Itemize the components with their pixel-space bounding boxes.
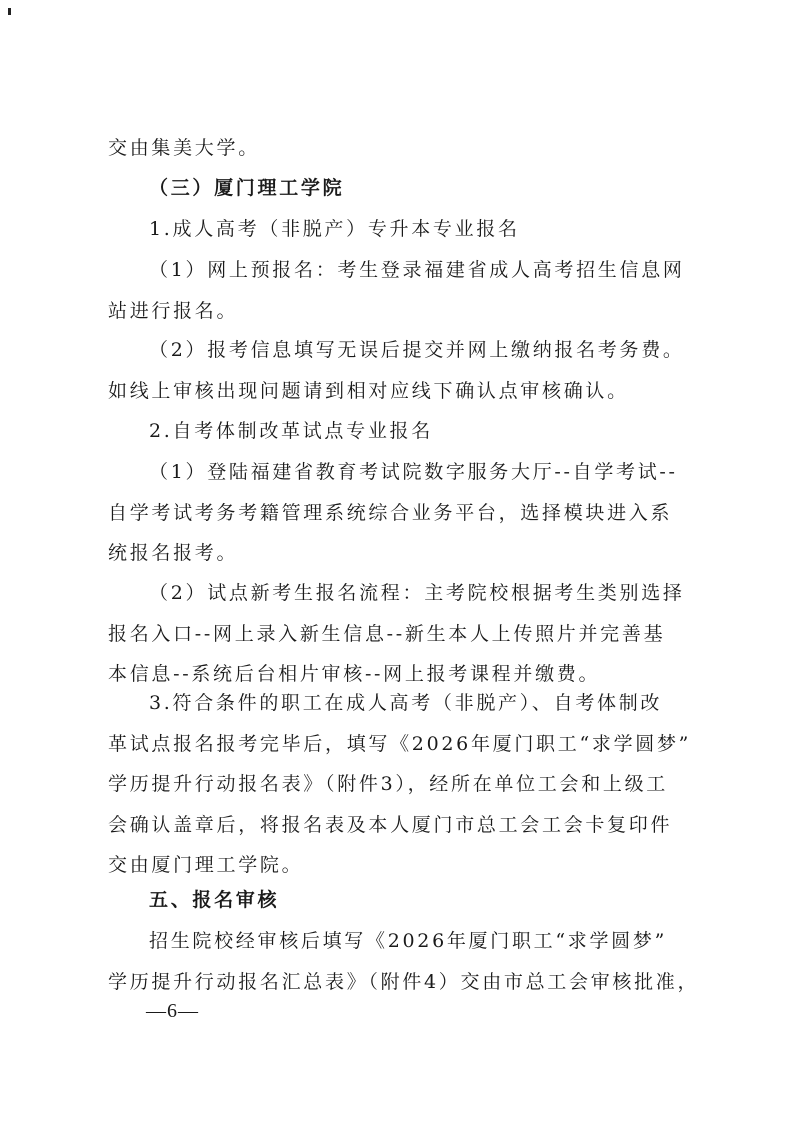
page-number: —6— [146, 1000, 199, 1022]
section-heading-xmut: （三）厦门理工学院 [149, 177, 345, 199]
paragraph-review-approval: 招生院校经审核后填写《2026年厦门职工“求学圆梦” 学历提升行动报名汇总表》（附件4）交由市总工会审核批准， [108, 930, 700, 993]
item-heading-self-study-exam: 2.自考体制改革试点专业报名 [149, 420, 433, 442]
item-heading-adult-exam: 1.成人高考（非脱产）专升本专业报名 [149, 218, 520, 240]
paragraph-new-student-flow: （2）试点新考生报名流程：主考院校根据考生类别选择 报名入口--网上录入新生信息--新生本人上传照片并完善基 本信息--系统后台相片审核--网上报考课程并缴费。 [108, 582, 685, 685]
section-heading-review: 五、报名审核 [149, 889, 280, 911]
paragraph-submit-payment: （2）报考信息填写无误后提交并网上缴纳报名考务费。 如线上审核出现问题请到相对应线下确认点审核确认。 [108, 339, 685, 402]
paragraph-closing-jimei: 交由集美大学。 [108, 137, 260, 159]
corner-mark [8, 8, 11, 15]
paragraph-eligible-staff: 3.符合条件的职工在成人高考（非脱产）、自考体制改 革试点报名报考完毕后，填写《2026年厦门职工“求学圆梦” 学历提升行动报名表》（附件3），经所在单位工会和上级工 会确认盖章后，将报名表及本人厦门市总工会工会卡复印件 交由厦门理工学院。 [108, 692, 692, 876]
paragraph-login-portal: （1）登陆福建省教育考试院数字服务大厅--自学考试-- 自学考试考务考籍管理系统综合业务平台，选择模块进入系 统报名报考。 [108, 461, 678, 564]
paragraph-online-preregistration: （1）网上预报名：考生登录福建省成人高考招生信息网 站进行报名。 [108, 259, 685, 322]
